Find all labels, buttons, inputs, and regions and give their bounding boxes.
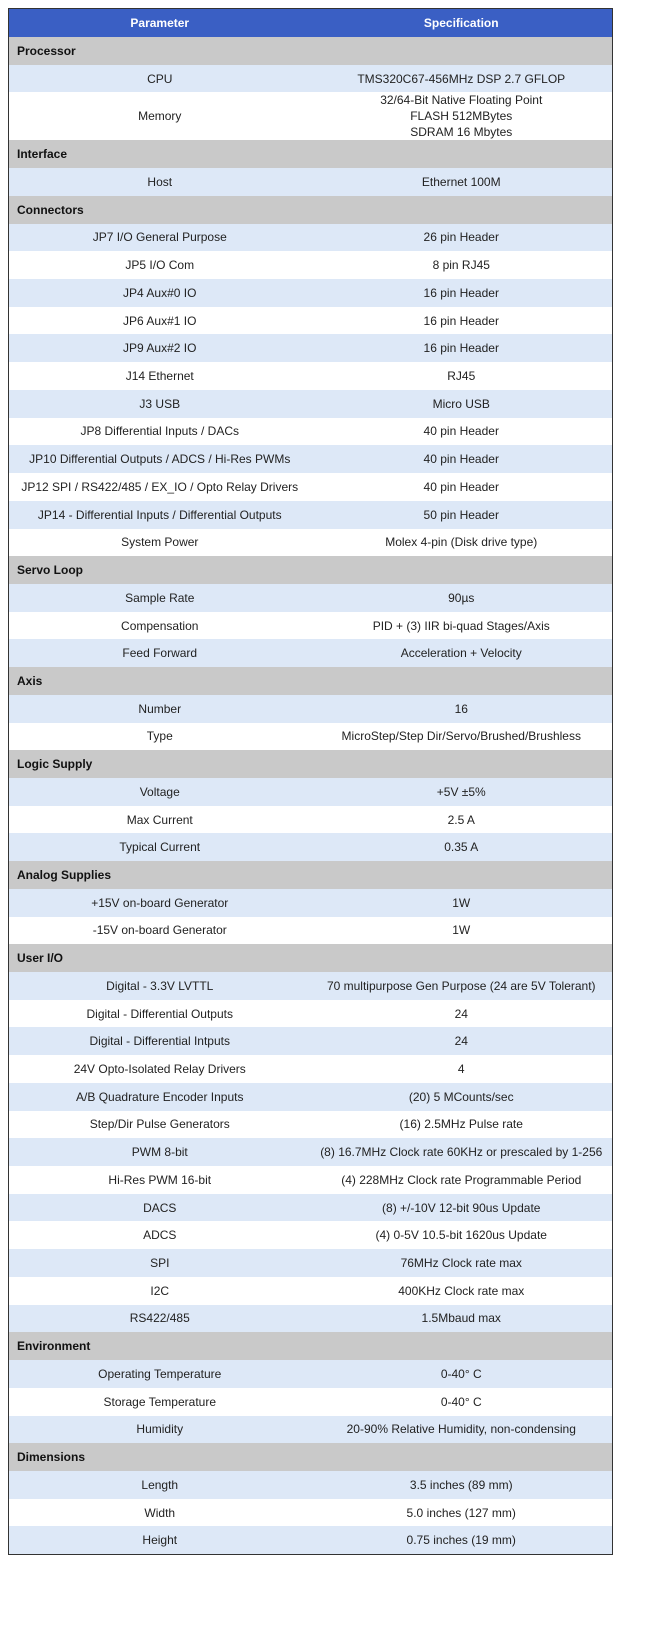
table-row <box>9 501 613 529</box>
parameter-cell: JP10 Differential Outputs / ADCS / Hi-Res PWMs <box>9 445 311 473</box>
parameter-cell: JP9 Aux#2 IO <box>9 334 311 362</box>
specification-line: 4 <box>457 1062 465 1077</box>
section-header-row <box>9 1332 613 1360</box>
specification-line: 24 <box>454 1034 468 1049</box>
parameter-cell: J14 Ethernet <box>9 362 311 390</box>
specification-line: Micro USB <box>432 396 490 411</box>
table-header-row <box>9 9 613 38</box>
parameter-cell: A/B Quadrature Encoder Inputs <box>9 1083 311 1111</box>
specification-cell <box>311 529 613 557</box>
specification-line: 0-40° C <box>440 1394 482 1409</box>
table-row <box>9 251 613 279</box>
specification-line: 50 pin Header <box>423 507 499 522</box>
specification-cell <box>311 1083 613 1111</box>
specification-cell <box>311 917 613 945</box>
specification-line: Ethernet 100M <box>421 175 501 190</box>
specification-cell <box>311 390 613 418</box>
parameter-cell: CPU <box>9 65 311 93</box>
parameter-cell: Hi-Res PWM 16-bit <box>9 1166 311 1194</box>
specification-line: (16) 2.5MHz Pulse rate <box>399 1117 523 1132</box>
section-title: Axis <box>9 667 613 695</box>
specification-line: TMS320C67-456MHz DSP 2.7 GFLOP <box>357 71 566 86</box>
specification-line: 70 multipurpose Gen Purpose (24 are 5V Tolerant) <box>326 978 596 993</box>
specification-line: SDRAM 16 Mbytes <box>410 125 513 140</box>
table-row <box>9 1499 613 1527</box>
parameter-cell: Compensation <box>9 612 311 640</box>
parameter-cell: Operating Temperature <box>9 1360 311 1388</box>
specification-line: 400KHz Clock rate max <box>398 1283 525 1298</box>
specification-line: 16 pin Header <box>423 313 499 328</box>
parameter-cell: Digital - Differential Outputs <box>9 1000 311 1028</box>
table-row <box>9 612 613 640</box>
specification-line: 40 pin Header <box>423 424 499 439</box>
specification-line: MicroStep/Step Dir/Servo/Brushed/Brushless <box>341 729 581 744</box>
specification-cell <box>311 972 613 1000</box>
section-title: Logic Supply <box>9 750 613 778</box>
table-row <box>9 65 613 93</box>
parameter-cell: Memory <box>9 92 311 140</box>
table-row <box>9 917 613 945</box>
specification-line: 1W <box>452 895 471 910</box>
specification-cell <box>311 224 613 252</box>
parameter-cell: Number <box>9 695 311 723</box>
specification-line: (4) 228MHz Clock rate Programmable Period <box>341 1172 582 1187</box>
parameter-cell: JP6 Aux#1 IO <box>9 307 311 335</box>
specification-cell <box>311 1000 613 1028</box>
table-row <box>9 695 613 723</box>
spec-table-body <box>9 37 613 1555</box>
table-row <box>9 529 613 557</box>
table-row <box>9 889 613 917</box>
specification-cell <box>311 1526 613 1554</box>
specification-line: 24 <box>454 1006 468 1021</box>
specification-line: RJ45 <box>447 369 476 384</box>
parameter-cell: JP12 SPI / RS422/485 / EX_IO / Opto Relay Drivers <box>9 473 311 501</box>
specification-line: FLASH 512MBytes <box>410 109 513 124</box>
table-row <box>9 1305 613 1333</box>
specification-line: Acceleration + Velocity <box>400 646 522 661</box>
table-row <box>9 307 613 335</box>
specification-cell <box>311 833 613 861</box>
table-row <box>9 1000 613 1028</box>
table-row <box>9 1360 613 1388</box>
specification-cell <box>311 251 613 279</box>
specification-line: 40 pin Header <box>423 479 499 494</box>
specification-line: 16 pin Header <box>423 285 499 300</box>
section-header-row <box>9 37 613 65</box>
parameter-cell: Length <box>9 1471 311 1499</box>
section-title: User I/O <box>9 944 613 972</box>
parameter-cell: ADCS <box>9 1221 311 1249</box>
parameter-cell: Type <box>9 723 311 751</box>
parameter-cell: +15V on-board Generator <box>9 889 311 917</box>
specification-cell <box>311 65 613 93</box>
table-row <box>9 1388 613 1416</box>
specification-line: 32/64-Bit Native Floating Point <box>380 93 543 108</box>
specification-cell <box>311 279 613 307</box>
section-header-row <box>9 1443 613 1471</box>
section-title: Servo Loop <box>9 556 613 584</box>
specification-cell <box>311 1194 613 1222</box>
specification-cell <box>311 1138 613 1166</box>
parameter-cell: JP5 I/O Com <box>9 251 311 279</box>
specification-cell <box>311 1111 613 1139</box>
parameter-cell: JP8 Differential Inputs / DACs <box>9 418 311 446</box>
specification-cell <box>311 362 613 390</box>
section-header-row <box>9 750 613 778</box>
table-row <box>9 639 613 667</box>
table-row <box>9 224 613 252</box>
parameter-cell: Step/Dir Pulse Generators <box>9 1111 311 1139</box>
specification-cell <box>311 1305 613 1333</box>
table-row <box>9 1194 613 1222</box>
table-row <box>9 1471 613 1499</box>
table-row <box>9 473 613 501</box>
specification-cell <box>311 92 613 140</box>
specification-cell <box>311 889 613 917</box>
specification-cell <box>311 501 613 529</box>
parameter-cell: System Power <box>9 529 311 557</box>
table-row <box>9 1416 613 1444</box>
parameter-cell: J3 USB <box>9 390 311 418</box>
specification-cell <box>311 1416 613 1444</box>
specification-line: PID + (3) IIR bi-quad Stages/Axis <box>372 618 550 633</box>
parameter-cell: Digital - 3.3V LVTTL <box>9 972 311 1000</box>
specification-line: (20) 5 MCounts/sec <box>408 1089 514 1104</box>
table-row <box>9 390 613 418</box>
parameter-cell: 24V Opto-Isolated Relay Drivers <box>9 1055 311 1083</box>
specification-cell <box>311 1388 613 1416</box>
table-row <box>9 445 613 473</box>
section-title: Analog Supplies <box>9 861 613 889</box>
specification-cell <box>311 1027 613 1055</box>
specification-line: 3.5 inches (89 mm) <box>409 1477 513 1492</box>
table-row <box>9 92 613 140</box>
parameter-column-header: Parameter <box>9 9 311 38</box>
specification-line: (8) +/-10V 12-bit 90us Update <box>382 1200 541 1215</box>
parameter-cell: RS422/485 <box>9 1305 311 1333</box>
table-row <box>9 584 613 612</box>
parameter-cell: DACS <box>9 1194 311 1222</box>
parameter-cell: Typical Current <box>9 833 311 861</box>
specification-cell <box>311 1360 613 1388</box>
specification-cell <box>311 1166 613 1194</box>
specification-column-header: Specification <box>311 9 613 38</box>
specification-line: 90µs <box>448 590 475 605</box>
specification-line: (4) 0-5V 10.5-bit 1620us Update <box>375 1228 547 1243</box>
section-title: Dimensions <box>9 1443 613 1471</box>
table-row <box>9 1055 613 1083</box>
spec-table <box>8 8 613 1555</box>
specification-cell <box>311 418 613 446</box>
specification-line: 20-90% Relative Humidity, non-condensing <box>346 1422 576 1437</box>
parameter-cell: Height <box>9 1526 311 1554</box>
specification-line: 16 pin Header <box>423 341 499 356</box>
table-row <box>9 1027 613 1055</box>
table-row <box>9 1166 613 1194</box>
section-title: Interface <box>9 140 613 168</box>
parameter-cell: Feed Forward <box>9 639 311 667</box>
parameter-cell: SPI <box>9 1249 311 1277</box>
specification-cell <box>311 1499 613 1527</box>
specification-cell <box>311 1277 613 1305</box>
specification-line: 5.0 inches (127 mm) <box>406 1505 516 1520</box>
specification-line: +5V ±5% <box>436 784 486 799</box>
parameter-cell: I2C <box>9 1277 311 1305</box>
parameter-cell: PWM 8-bit <box>9 1138 311 1166</box>
specification-cell <box>311 584 613 612</box>
table-row <box>9 279 613 307</box>
parameter-cell: Storage Temperature <box>9 1388 311 1416</box>
section-header-row <box>9 667 613 695</box>
table-row <box>9 778 613 806</box>
parameter-cell: -15V on-board Generator <box>9 917 311 945</box>
parameter-cell: Humidity <box>9 1416 311 1444</box>
section-title: Connectors <box>9 196 613 224</box>
parameter-cell: JP14 - Differential Inputs / Differential Outputs <box>9 501 311 529</box>
specification-line: 16 <box>454 701 468 716</box>
specification-line: Molex 4-pin (Disk drive type) <box>385 535 538 550</box>
specification-cell <box>311 1471 613 1499</box>
section-header-row <box>9 861 613 889</box>
specification-line: 2.5 A <box>447 812 475 827</box>
specification-cell <box>311 1249 613 1277</box>
parameter-cell: Voltage <box>9 778 311 806</box>
specification-cell <box>311 473 613 501</box>
table-row <box>9 168 613 196</box>
specification-cell <box>311 307 613 335</box>
section-header-row <box>9 196 613 224</box>
specification-cell <box>311 1055 613 1083</box>
table-row <box>9 972 613 1000</box>
table-row <box>9 1526 613 1554</box>
section-title: Environment <box>9 1332 613 1360</box>
parameter-cell: Max Current <box>9 806 311 834</box>
specification-cell <box>311 723 613 751</box>
section-header-row <box>9 944 613 972</box>
table-row <box>9 1249 613 1277</box>
table-row <box>9 1083 613 1111</box>
table-row <box>9 833 613 861</box>
specification-line: 40 pin Header <box>423 452 499 467</box>
table-row <box>9 418 613 446</box>
table-row <box>9 723 613 751</box>
specification-cell <box>311 695 613 723</box>
parameter-cell: Digital - Differential Intputs <box>9 1027 311 1055</box>
specification-cell <box>311 334 613 362</box>
specification-line: (8) 16.7MHz Clock rate 60KHz or prescaled by 1-256 <box>320 1145 603 1160</box>
specification-cell <box>311 806 613 834</box>
specification-line: 26 pin Header <box>423 230 499 245</box>
table-row <box>9 1277 613 1305</box>
specification-line: 1W <box>452 923 471 938</box>
specification-line: 76MHz Clock rate max <box>400 1256 522 1271</box>
specification-cell <box>311 778 613 806</box>
specification-line: 1.5Mbaud max <box>421 1311 501 1326</box>
specification-cell <box>311 445 613 473</box>
parameter-cell: Host <box>9 168 311 196</box>
parameter-cell: Width <box>9 1499 311 1527</box>
specification-cell <box>311 1221 613 1249</box>
specification-line: 0.35 A <box>444 840 479 855</box>
specification-line: 0.75 inches (19 mm) <box>406 1533 516 1548</box>
section-title: Processor <box>9 37 613 65</box>
parameter-cell: JP7 I/O General Purpose <box>9 224 311 252</box>
parameter-cell: JP4 Aux#0 IO <box>9 279 311 307</box>
table-row <box>9 362 613 390</box>
table-row <box>9 334 613 362</box>
table-row <box>9 1138 613 1166</box>
specification-cell <box>311 639 613 667</box>
table-row <box>9 1221 613 1249</box>
parameter-cell: Sample Rate <box>9 584 311 612</box>
table-row <box>9 1111 613 1139</box>
section-header-row <box>9 140 613 168</box>
section-header-row <box>9 556 613 584</box>
specification-line: 8 pin RJ45 <box>432 258 490 273</box>
table-row <box>9 806 613 834</box>
specification-cell <box>311 612 613 640</box>
specification-cell <box>311 168 613 196</box>
specification-line: 0-40° C <box>440 1366 482 1381</box>
